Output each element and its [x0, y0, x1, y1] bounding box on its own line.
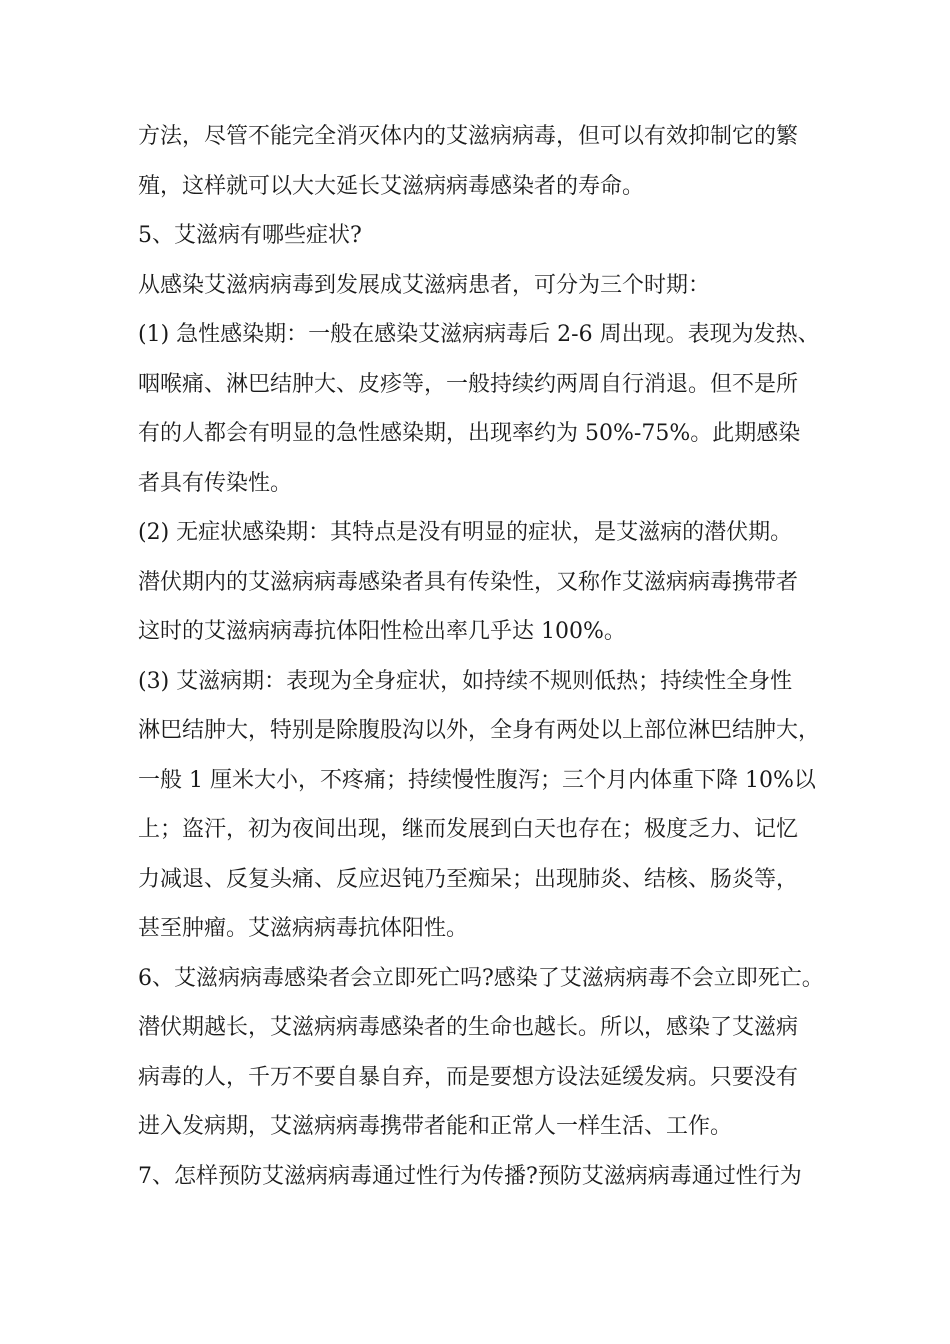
text-line: 潜伏期内的艾滋病病毒感染者具有传染性，又称作艾滋病病毒携带者 — [138, 569, 799, 595]
text-line: (2) 无症状感染期：其特点是没有明显的症状，是艾滋病的潜伏期。 — [138, 520, 793, 545]
section-heading: 6、艾滋病病毒感染者会立即死亡吗?感染了艾滋病病毒不会立即死亡。 — [138, 965, 824, 991]
text-line: 潜伏期越长，艾滋病病毒感染者的生命也越长。所以，感染了艾滋病 — [138, 1015, 799, 1040]
text-line: (1) 急性感染期：一般在感染艾滋病病毒后 2-6 周出现。表现为发热、 — [138, 322, 820, 347]
section-heading: 5、艾滋病有哪些症状? — [138, 223, 362, 248]
text-line: 一般 1 厘米大小，不疼痛；持续慢性腹泻；三个月内体重下降 10%以 — [138, 767, 816, 793]
text-line: 从感染艾滋病病毒到发展成艾滋病患者，可分为三个时期： — [138, 272, 711, 298]
text-line: 这时的艾滋病病毒抗体阳性检出率几乎达 100%。 — [138, 619, 626, 644]
text-line: 甚至肿瘤。艾滋病病毒抗体阳性。 — [138, 916, 469, 941]
document-body — [138, 112, 838, 1201]
text-line: 病毒的人，千万不要自暴自弃，而是要想方设法延缓发病。只要没有 — [138, 1064, 799, 1090]
text-line: 有的人都会有明显的急性感染期，出现率约为 50%-75%。此期感染 — [138, 421, 801, 446]
text-line: 咽喉痛、淋巴结肿大、皮疹等，一般持续约两周自行消退。但不是所 — [138, 371, 799, 397]
text-line: 力减退、反复头痛、反应迟钝乃至痴呆；出现肺炎、结核、肠炎等， — [138, 866, 799, 892]
text-line: 上；盗汗，初为夜间出现，继而发展到白天也存在；极度乏力、记忆 — [138, 817, 799, 842]
text-line: 方法，尽管不能完全消灭体内的艾滋病病毒，但可以有效抑制它的繁 — [138, 124, 799, 149]
text-line: (3) 艾滋病期：表现为全身症状，如持续不规则低热；持续性全身性 — [138, 668, 793, 694]
text-line: 殖，这样就可以大大延长艾滋病病毒感染者的寿命。 — [138, 173, 645, 199]
text-line: 进入发病期，艾滋病病毒携带者能和正常人一样生活、工作。 — [138, 1114, 733, 1139]
section-heading: 7、怎样预防艾滋病病毒通过性行为传播?预防艾滋病病毒通过性行为 — [138, 1163, 802, 1189]
text-line: 淋巴结肿大，特别是除腹股沟以外，全身有两处以上部位淋巴结肿大， — [138, 718, 821, 743]
text-line: 者具有传染性。 — [138, 470, 293, 496]
